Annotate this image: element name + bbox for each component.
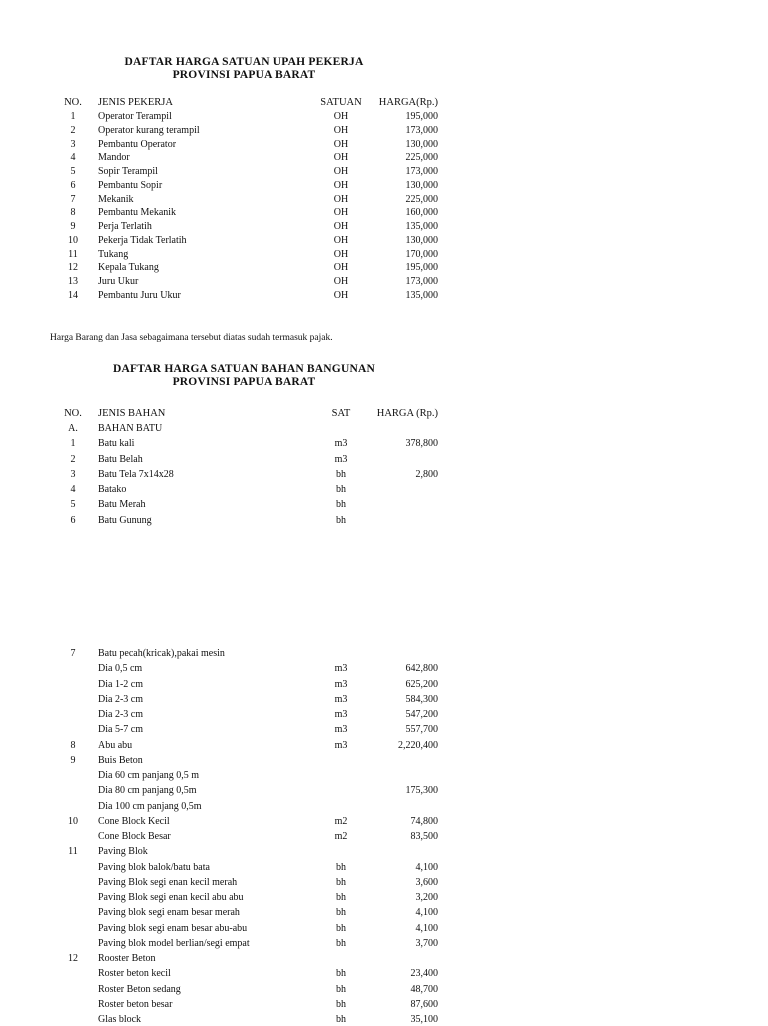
row-name: Rooster Beton <box>98 953 156 964</box>
row-price: 23,400 <box>410 968 438 979</box>
row-unit: OH <box>333 139 349 150</box>
row-unit: m3 <box>334 663 348 674</box>
row-price: 35,100 <box>410 1014 438 1025</box>
row-price: 135,000 <box>405 221 438 232</box>
section2-header-name: JENIS BAHAN <box>98 408 166 419</box>
section1-header-price: HARGA(Rp.) <box>378 97 438 108</box>
row-unit: bh <box>336 907 346 918</box>
row-number: 10 <box>68 816 78 827</box>
row-name: Paving blok balok/batu bata <box>98 862 210 873</box>
row-price: 2,800 <box>415 469 438 480</box>
row-price: 547,200 <box>405 709 438 720</box>
row-name: Batu pecah(kricak),pakai mesin <box>98 648 225 659</box>
row-unit: bh <box>336 499 346 510</box>
row-name: Batu Gunung <box>98 515 152 526</box>
row-name: Paving blok segi enam besar merah <box>98 907 240 918</box>
row-number: 2 <box>70 125 76 136</box>
section2-header-price: HARGA (Rp.) <box>376 408 438 419</box>
row-name: Cone Block Besar <box>98 831 171 842</box>
row-price: 2,220,400 <box>398 740 438 751</box>
row-price: 378,800 <box>405 438 438 449</box>
row-price: 557,700 <box>405 724 438 735</box>
row-unit: OH <box>333 194 349 205</box>
row-name: Mekanik <box>98 194 134 205</box>
row-price: 3,200 <box>415 892 438 903</box>
row-name: Pembantu Mekanik <box>98 207 177 218</box>
row-price: 74,800 <box>410 816 438 827</box>
section2-header-no: NO. <box>64 408 82 419</box>
row-unit: bh <box>336 862 346 873</box>
section1-title-line1: DAFTAR HARGA SATUAN UPAH PEKERJA <box>124 56 364 68</box>
row-name: Perja Terlatih <box>98 221 152 232</box>
row-name: Buis Beton <box>98 755 143 766</box>
row-number: 10 <box>68 235 78 246</box>
row-name: Cone Block Kecil <box>98 816 170 827</box>
row-unit: bh <box>336 469 346 480</box>
row-name: Tukang <box>98 249 129 260</box>
tax-note: Harga Barang dan Jasa sebagaimana tersebut diatas sudah termasuk pajak. <box>50 333 333 343</box>
row-name: Paving Blok <box>98 846 148 857</box>
row-name: Pekerja Tidak Terlatih <box>98 235 187 246</box>
row-price: 175,300 <box>405 785 438 796</box>
row-name: Sopir Terampil <box>98 166 158 177</box>
row-number: 2 <box>70 454 76 465</box>
row-name: Abu abu <box>98 740 133 751</box>
row-unit: bh <box>336 923 346 934</box>
row-price: 173,000 <box>405 166 438 177</box>
row-name: Batu Tela 7x14x28 <box>98 469 174 480</box>
row-name: Operator kurang terampil <box>98 125 200 136</box>
row-name: Batako <box>98 484 127 495</box>
row-name: Paving Blok segi enan kecil abu abu <box>98 892 244 903</box>
row-price: 3,700 <box>415 938 438 949</box>
row-number: 8 <box>70 207 76 218</box>
row-unit: OH <box>333 235 349 246</box>
row-price: 173,000 <box>405 125 438 136</box>
row-number: 4 <box>70 152 76 163</box>
row-name: Roster Beton sedang <box>98 984 181 995</box>
row-name: Dia 80 cm panjang 0,5m <box>98 785 197 796</box>
row-unit: OH <box>333 290 349 301</box>
row-number: 3 <box>70 469 76 480</box>
row-name: Glas block <box>98 1014 142 1025</box>
section1-title-line2: PROVINSI PAPUA BARAT <box>172 69 316 81</box>
row-name: BAHAN BATU <box>98 423 163 434</box>
row-price: 135,000 <box>405 290 438 301</box>
row-number: 12 <box>68 262 78 273</box>
section1-header-unit: SATUAN <box>320 97 362 108</box>
row-unit: OH <box>333 207 349 218</box>
row-price: 642,800 <box>405 663 438 674</box>
row-price: 173,000 <box>405 276 438 287</box>
row-name: Mandor <box>98 152 130 163</box>
row-name: Juru Ukur <box>98 276 139 287</box>
row-price: 584,300 <box>405 694 438 705</box>
row-unit: bh <box>336 484 346 495</box>
row-unit: bh <box>336 984 346 995</box>
row-name: Pembantu Juru Ukur <box>98 290 181 301</box>
row-number: 7 <box>70 194 76 205</box>
row-name: Roster beton kecil <box>98 968 171 979</box>
row-unit: bh <box>336 938 346 949</box>
row-price: 4,100 <box>415 907 438 918</box>
row-price: 225,000 <box>405 194 438 205</box>
section1-header-name: JENIS PEKERJA <box>98 97 173 108</box>
row-unit: bh <box>336 877 346 888</box>
row-unit: m3 <box>334 694 348 705</box>
row-unit: bh <box>336 1014 346 1025</box>
row-price: 48,700 <box>410 984 438 995</box>
row-unit: m3 <box>334 454 348 465</box>
row-number: 1 <box>70 438 76 449</box>
row-number: 6 <box>70 180 76 191</box>
row-number: 8 <box>70 740 76 751</box>
row-price: 625,200 <box>405 679 438 690</box>
row-unit: m3 <box>334 740 348 751</box>
row-price: 195,000 <box>405 111 438 122</box>
row-name: Batu Belah <box>98 454 143 465</box>
row-unit: m3 <box>334 438 348 449</box>
row-name: Paving Blok segi enan kecil merah <box>98 877 238 888</box>
row-name: Dia 2-3 cm <box>98 709 143 720</box>
row-number: 5 <box>70 166 76 177</box>
row-unit: m3 <box>334 679 348 690</box>
row-number: 3 <box>70 139 76 150</box>
row-price: 195,000 <box>405 262 438 273</box>
row-price: 4,100 <box>415 862 438 873</box>
row-unit: OH <box>333 249 349 260</box>
row-unit: m2 <box>334 816 348 827</box>
row-unit: m2 <box>334 831 348 842</box>
row-name: Pembantu Sopir <box>98 180 163 191</box>
row-number: 14 <box>68 290 78 301</box>
row-number: 1 <box>70 111 76 122</box>
row-unit: bh <box>336 892 346 903</box>
row-unit: OH <box>333 180 349 191</box>
row-number: 11 <box>68 249 78 260</box>
row-name: Dia 1-2 cm <box>98 679 143 690</box>
row-name: Dia 60 cm panjang 0,5 m <box>98 770 200 781</box>
row-name: Operator Terampil <box>98 111 172 122</box>
row-number: 12 <box>68 953 78 964</box>
row-price: 130,000 <box>405 235 438 246</box>
row-unit: bh <box>336 968 346 979</box>
row-price: 3,600 <box>415 877 438 888</box>
row-unit: OH <box>333 111 349 122</box>
section2-title-line1: DAFTAR HARGA SATUAN BAHAN BANGUNAN <box>113 363 375 375</box>
row-price: 4,100 <box>415 923 438 934</box>
row-number: A. <box>68 423 78 434</box>
row-name: Batu Merah <box>98 499 146 510</box>
row-name: Paving blok segi enam besar abu-abu <box>98 923 248 934</box>
row-unit: m3 <box>334 709 348 720</box>
section2-title-line2: PROVINSI PAPUA BARAT <box>172 376 316 388</box>
row-number: 13 <box>68 276 78 287</box>
row-price: 170,000 <box>405 249 438 260</box>
row-unit: m3 <box>334 724 348 735</box>
row-unit: OH <box>333 166 349 177</box>
row-price: 83,500 <box>410 831 438 842</box>
row-number: 6 <box>70 515 76 526</box>
row-name: Kepala Tukang <box>98 262 159 273</box>
row-price: 130,000 <box>405 139 438 150</box>
row-price: 160,000 <box>405 207 438 218</box>
row-unit: bh <box>336 515 346 526</box>
row-name: Pembantu Operator <box>98 139 177 150</box>
row-name: Roster beton besar <box>98 999 173 1010</box>
row-number: 4 <box>70 484 76 495</box>
row-name: Dia 5-7 cm <box>98 724 143 735</box>
row-unit: OH <box>333 125 349 136</box>
row-unit: OH <box>333 221 349 232</box>
row-name: Dia 0,5 cm <box>98 663 143 674</box>
row-number: 9 <box>70 221 76 232</box>
row-unit: OH <box>333 276 349 287</box>
row-number: 7 <box>70 648 76 659</box>
row-price: 87,600 <box>410 999 438 1010</box>
row-unit: OH <box>333 262 349 273</box>
row-price: 225,000 <box>405 152 438 163</box>
row-name: Batu kali <box>98 438 135 449</box>
row-name: Dia 2-3 cm <box>98 694 143 705</box>
row-price: 130,000 <box>405 180 438 191</box>
section2-header-unit: SAT <box>331 408 351 419</box>
row-name: Dia 100 cm panjang 0,5m <box>98 801 202 812</box>
row-unit: OH <box>333 152 349 163</box>
row-unit: bh <box>336 999 346 1010</box>
row-name: Paving blok model berlian/segi empat <box>98 938 250 949</box>
row-number: 11 <box>68 846 78 857</box>
row-number: 5 <box>70 499 76 510</box>
row-number: 9 <box>70 755 76 766</box>
section1-header-no: NO. <box>64 97 82 108</box>
